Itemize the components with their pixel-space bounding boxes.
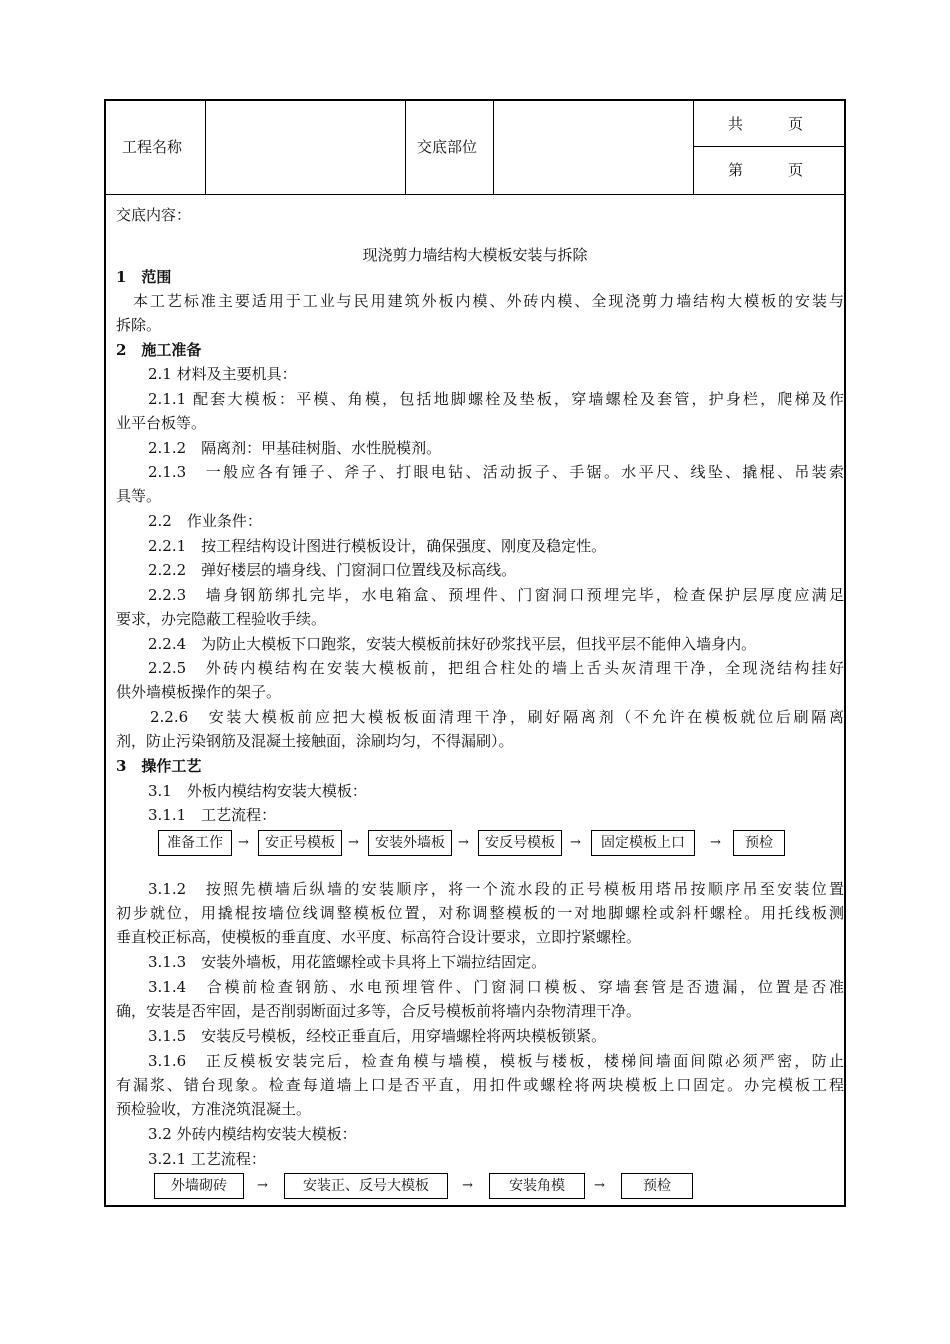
section-1-heading: 1 范围 [116,268,172,286]
paragraph-line: 3.2.1 工艺流程： [148,1150,266,1168]
paragraph-line: 2.1.3 一般应各有锤子、斧子、打眼电钻、活动扳子、手锯。水平尺、线坠、撬棍、吊装索 [148,463,844,481]
handover-form [104,99,846,1207]
paragraph-line: 2.2.3 墙身钢筋绑扎完毕，水电箱盒、预埋件、门窗洞口预埋完毕，检查保护层厚度应满足 [148,586,844,604]
flow-step: 安装角模 [489,1173,585,1199]
handover-part-field[interactable] [504,111,684,187]
flow-step: 外墙砌砖 [154,1173,244,1199]
divider [693,101,694,194]
arrow-icon: → [570,835,581,850]
page-number-label: 第 页 [728,161,804,179]
paragraph-line: 具等。 [116,487,162,505]
paragraph-line: 供外墙模板操作的架子。 [116,683,282,701]
total-pages-label: 共 页 [728,115,804,133]
content-label: 交底内容： [116,206,192,224]
arrow-icon: → [594,1178,605,1193]
flow-step: 预检 [621,1173,693,1199]
document-title: 现浇剪力墙结构大模板安装与拆除 [362,246,588,264]
divider [405,101,406,194]
project-name-field[interactable] [216,111,396,187]
paragraph-line: 3.2 外砖内模结构安装大模板： [148,1125,357,1143]
paragraph-line: 2.2.6 安装大模板前应把大模板板面清理干净，刷好隔离剂（不允许在模板就位后刷隔离 [150,708,844,726]
section-3-heading: 3 操作工艺 [116,757,202,775]
flow-step: 固定模板上口 [591,830,695,856]
arrow-icon: → [462,1178,473,1193]
paragraph-line: 3.1.6 正反模板安装完后，检查角模与墙模，模板与楼板，楼梯间墙面间隙必须严密，防止 [148,1052,844,1070]
paragraph-line: 剂，防止污染钢筋及混凝土接触面，涂刷均匀，不得漏刷）。 [116,732,514,750]
paragraph-line: 垂直校正标高，使模板的垂直度、水平度、标高符合设计要求，立即拧紧螺栓。 [116,928,642,946]
flow-step: 预检 [733,830,785,856]
divider [205,101,206,194]
paragraph-line: 3.1.3 安装外墙板，用花篮螺栓或卡具将上下端拉结固定。 [148,953,547,971]
paragraph-line: 初步就位，用撬棍按墙位线调整模板位置，对称调整模板的一对地脚螺栓或斜杆螺栓。用托线板测 [116,904,844,922]
arrow-icon: → [710,835,721,850]
paragraph-line: 预检验收，方准浇筑混凝土。 [116,1100,312,1118]
project-name-label: 工程名称 [122,138,183,156]
paragraph-line: 业平台板等。 [116,414,207,432]
paragraph-line: 要求，办完隐蔽工程验收手续。 [116,610,327,628]
paragraph-line: 3.1.4 合模前检查钢筋、水电预埋管件、门窗洞口模板、穿墙套管是否遗漏，位置是否准 [148,978,844,996]
paragraph-line: 2.1 材料及主要机具： [148,365,297,383]
paragraph-line: 3.1.1 工艺流程： [148,806,277,824]
flow-step: 准备工作 [158,830,232,856]
paragraph-line: 2.2.4 为防止大模板下口跑浆，安装大模板前抹好砂浆找平层，但找平层不能伸入墙身内。 [148,635,757,653]
handover-part-label: 交底部位 [417,138,478,156]
flow-step: 安装正、反号大模板 [284,1173,448,1199]
paragraph-line: 本工艺标准主要适用于工业与民用建筑外板内模、外砖内模、全现浇剪力墙结构大模板的安装与 [116,292,844,310]
paragraph-line: 有漏浆、错台现象。检查每道墙上口是否平直，用扣件或螺栓将两块模板上口固定。办完模板工程 [116,1076,844,1094]
paragraph-line: 3.1 外板内模结构安装大模板： [148,782,367,800]
paragraph-line: 2.2.5 外砖内模结构在安装大模板前，把组合柱处的墙上舌头灰清理干净，全现浇结构挂好 [148,659,844,677]
paragraph-line: 3.1.5 安装反号模板，经校正垂直后，用穿墙螺栓将两块模板锁紧。 [148,1027,607,1045]
arrow-icon: → [238,835,249,850]
paragraph-line: 确，安装是否牢固，是否削弱断面过多等，合反号模板前将墙内杂物清理干净。 [116,1002,642,1020]
flow-step: 安装外墙板 [368,830,452,856]
arrow-icon: → [458,835,469,850]
form-header [106,101,844,195]
section-2-heading: 2 施工准备 [116,341,202,359]
paragraph-line: 2.1.1 配套大模板：平模、角模，包括地脚螺栓及垫板，穿墙螺栓及套管，护身栏，爬梯及作 [148,390,844,408]
paragraph-line: 2.2.1 按工程结构设计图进行模板设计，确保强度、刚度及稳定性。 [148,537,607,555]
arrow-icon: → [257,1178,268,1193]
flow-step: 安正号模板 [258,830,342,856]
divider [693,146,844,147]
flow-step: 安反号模板 [478,830,562,856]
paragraph-line: 2.2.2 弹好楼层的墙身线、门窗洞口位置线及标高线。 [148,561,517,579]
divider [493,101,494,194]
paragraph-line: 2.2 作业条件： [148,512,262,530]
arrow-icon: → [348,835,359,850]
paragraph-line: 拆除。 [116,316,162,334]
paragraph-line: 3.1.2 按照先横墙后纵墙的安装顺序，将一个流水段的正号模板用塔吊按顺序吊至安装位置 [148,880,844,898]
paragraph-line: 2.1.2 隔离剂：甲基硅树脂、水性脱模剂。 [148,439,442,457]
